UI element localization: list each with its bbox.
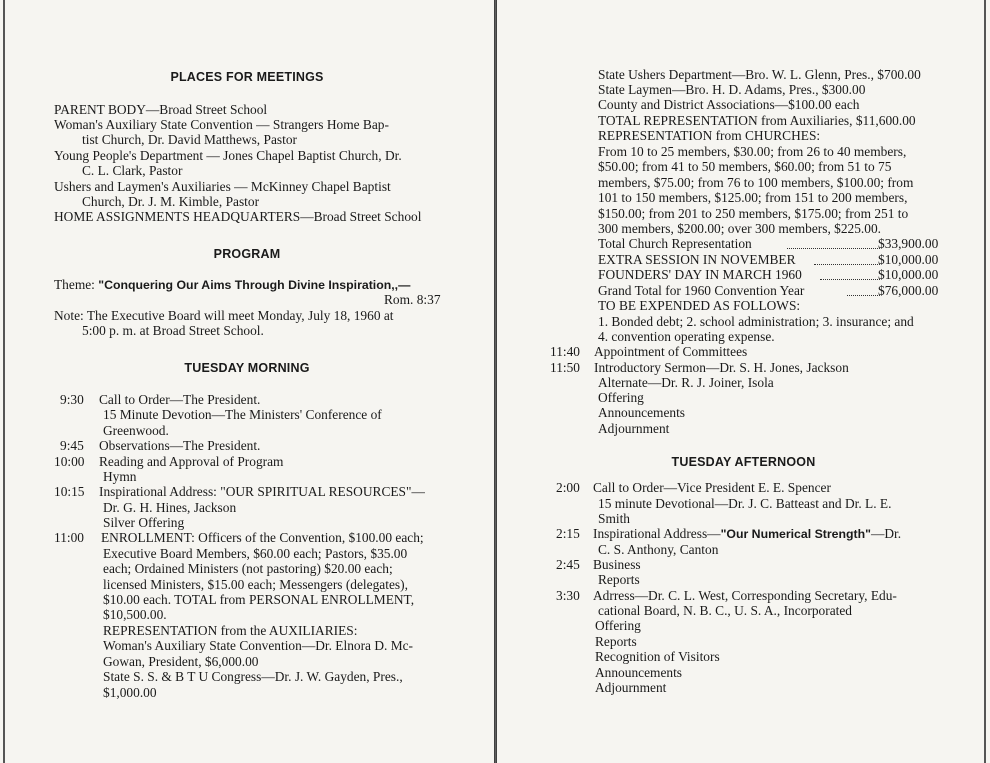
representation-line: TOTAL REPRESENTATION from Auxiliaries, $11,600.00 bbox=[598, 113, 916, 128]
representation-line: 300 members, $200.00; over 300 members, $225.00. bbox=[598, 221, 882, 236]
address-suffix: —Dr. bbox=[870, 526, 902, 541]
places-line: tist Church, Dr. David Matthews, Pastor bbox=[82, 132, 297, 147]
total-label: EXTRA SESSION IN NOVEMBER bbox=[598, 252, 796, 267]
representation-line: County and District Associations—$100.00 each bbox=[598, 97, 860, 112]
theme-line bbox=[54, 277, 410, 293]
schedule-line: each; Ordained Ministers (not pastoring) $20.00 each; bbox=[103, 561, 393, 576]
schedule-line: Gowan, President, $6,000.00 bbox=[103, 654, 259, 669]
leader-dots bbox=[787, 238, 880, 249]
places-line: C. L. Clark, Pastor bbox=[82, 163, 183, 178]
schedule-line: C. S. Anthony, Canton bbox=[598, 542, 719, 557]
schedule-line: Recognition of Visitors bbox=[595, 649, 720, 664]
representation-line: members, $75.00; from 76 to 100 members, $100.00; from bbox=[598, 175, 914, 190]
schedule-line: Offering bbox=[595, 618, 641, 633]
schedule-time: 9:30 bbox=[60, 392, 84, 407]
note-line: 5:00 p. m. at Broad Street School. bbox=[82, 323, 264, 338]
schedule-line: Adjournment bbox=[598, 421, 670, 436]
schedule-line: Announcements bbox=[598, 405, 686, 420]
schedule-line: Alternate—Dr. R. J. Joiner, Isola bbox=[598, 375, 774, 390]
places-heading: PLACES FOR MEETINGS bbox=[170, 70, 324, 84]
schedule-line: Inspirational Address: "OUR SPIRITUAL RESOURCES"— bbox=[99, 484, 425, 499]
leader-dots bbox=[820, 269, 880, 280]
schedule-line: $1,000.00 bbox=[103, 685, 157, 700]
schedule-time: 2:00 bbox=[556, 480, 580, 495]
schedule-line: Executive Board Members, $60.00 each; Pastors, $35.00 bbox=[103, 546, 408, 561]
theme-reference: Rom. 8:37 bbox=[384, 292, 441, 307]
expended-line: 4. convention operating expense. bbox=[598, 329, 775, 344]
schedule-line: cational Board, N. B. C., U. S. A., Incorporated bbox=[598, 603, 853, 618]
total-amount: $10,000.00 bbox=[878, 252, 939, 267]
total-label: Grand Total for 1960 Convention Year bbox=[598, 283, 805, 298]
schedule-line: Reading and Approval of Program bbox=[99, 454, 284, 469]
representation-line: $150.00; from 201 to 250 members, $175.00; from 251 to bbox=[598, 206, 909, 221]
note-line: Note: The Executive Board will meet Monday, July 18, 1960 at bbox=[54, 308, 394, 323]
schedule-line: ENROLLMENT: Officers of the Convention, $100.00 each; bbox=[101, 530, 424, 545]
total-amount: $76,000.00 bbox=[878, 283, 939, 298]
schedule-line: Silver Offering bbox=[103, 515, 185, 530]
schedule-line bbox=[593, 526, 901, 542]
left-page bbox=[0, 0, 494, 763]
right-page bbox=[497, 0, 990, 763]
representation-line: State Ushers Department—Bro. W. L. Glenn, Pres., $700.00 bbox=[598, 67, 921, 82]
schedule-line: Adjournment bbox=[595, 680, 667, 695]
places-line: HOME ASSIGNMENTS HEADQUARTERS—Broad Street School bbox=[54, 209, 422, 224]
expended-line: TO BE EXPENDED AS FOLLOWS: bbox=[598, 298, 801, 313]
places-line: Church, Dr. J. M. Kimble, Pastor bbox=[82, 194, 260, 209]
schedule-line: Smith bbox=[598, 511, 630, 526]
places-line: Woman's Auxiliary State Convention — Strangers Home Bap- bbox=[54, 117, 389, 132]
schedule-line: $10.00 each. TOTAL from PERSONAL ENROLLMENT, bbox=[103, 592, 415, 607]
schedule-line: Hymn bbox=[103, 469, 137, 484]
schedule-line: Offering bbox=[598, 390, 644, 405]
leader-dots bbox=[814, 254, 880, 265]
schedule-line: REPRESENTATION from the AUXILIARIES: bbox=[103, 623, 358, 638]
schedule-line: Introductory Sermon—Dr. S. H. Jones, Jackson bbox=[594, 360, 849, 375]
schedule-line: Appointment of Committees bbox=[594, 344, 748, 359]
schedule-line: Dr. G. H. Hines, Jackson bbox=[103, 500, 237, 515]
total-amount: $10,000.00 bbox=[878, 267, 939, 282]
schedule-time: 2:15 bbox=[556, 526, 580, 541]
places-line: PARENT BODY—Broad Street School bbox=[54, 102, 268, 117]
schedule-time: 11:50 bbox=[550, 360, 581, 375]
schedule-line: 15 Minute Devotion—The Ministers' Conference of bbox=[103, 407, 382, 422]
tuesday-morning-heading: TUESDAY MORNING bbox=[184, 361, 310, 375]
schedule-time: 3:30 bbox=[556, 588, 580, 603]
total-label: Total Church Representation bbox=[598, 236, 752, 251]
schedule-line: Call to Order—The President. bbox=[99, 392, 261, 407]
places-line: Ushers and Laymen's Auxiliaries — McKinney Chapel Baptist bbox=[54, 179, 391, 194]
program-heading: PROGRAM bbox=[213, 247, 281, 261]
representation-line: REPRESENTATION from CHURCHES: bbox=[598, 128, 821, 143]
address-title: "Our Numerical Strength" bbox=[720, 527, 871, 541]
schedule-line: licensed Ministers, $15.00 each; Messengers (delegates), bbox=[103, 577, 408, 592]
places-line: Young People's Department — Jones Chapel Baptist Church, Dr. bbox=[54, 148, 402, 163]
schedule-time: 10:00 bbox=[54, 454, 85, 469]
schedule-time: 2:45 bbox=[556, 557, 580, 572]
schedule-line: Business bbox=[593, 557, 641, 572]
schedule-time: 11:40 bbox=[550, 344, 581, 359]
schedule-line: 15 minute Devotional—Dr. J. C. Batteast and Dr. L. E. bbox=[598, 496, 892, 511]
schedule-line: $10,500.00. bbox=[103, 607, 167, 622]
schedule-line: Announcements bbox=[595, 665, 683, 680]
address-prefix: Inspirational Address— bbox=[593, 526, 721, 541]
schedule-time: 10:15 bbox=[54, 484, 85, 499]
representation-line: 101 to 150 members, $125.00; from 151 to 200 members, bbox=[598, 190, 908, 205]
schedule-line: Reports bbox=[595, 634, 637, 649]
schedule-line: Reports bbox=[598, 572, 640, 587]
schedule-line: Woman's Auxiliary State Convention—Dr. Elnora D. Mc- bbox=[103, 638, 414, 653]
schedule-time: 9:45 bbox=[60, 438, 84, 453]
schedule-line: Adrress—Dr. C. L. West, Corresponding Secretary, Edu- bbox=[593, 588, 897, 603]
representation-line: From 10 to 25 members, $30.00; from 26 to 40 members, bbox=[598, 144, 907, 159]
theme-label: Theme: bbox=[54, 277, 99, 292]
leader-dots bbox=[847, 285, 880, 296]
schedule-line: Greenwood. bbox=[103, 423, 169, 438]
expended-line: 1. Bonded debt; 2. school administration; 3. insurance; and bbox=[598, 314, 914, 329]
total-amount: $33,900.00 bbox=[878, 236, 939, 251]
theme-text: "Conquering Our Aims Through Divine Inspiration,,— bbox=[98, 278, 411, 292]
schedule-line: Call to Order—Vice President E. E. Spencer bbox=[593, 480, 831, 495]
schedule-line: Observations—The President. bbox=[99, 438, 261, 453]
representation-line: State Laymen—Bro. H. D. Adams, Pres., $300.00 bbox=[598, 82, 866, 97]
tuesday-afternoon-heading: TUESDAY AFTERNOON bbox=[671, 455, 816, 469]
schedule-line: State S. S. & B T U Congress—Dr. J. W. Gayden, Pres., bbox=[103, 669, 403, 684]
total-label: FOUNDERS' DAY IN MARCH 1960 bbox=[598, 267, 802, 282]
schedule-time: 11:00 bbox=[54, 530, 85, 545]
representation-line: $50.00; from 41 to 50 members, $60.00; from 51 to 75 bbox=[598, 159, 892, 174]
